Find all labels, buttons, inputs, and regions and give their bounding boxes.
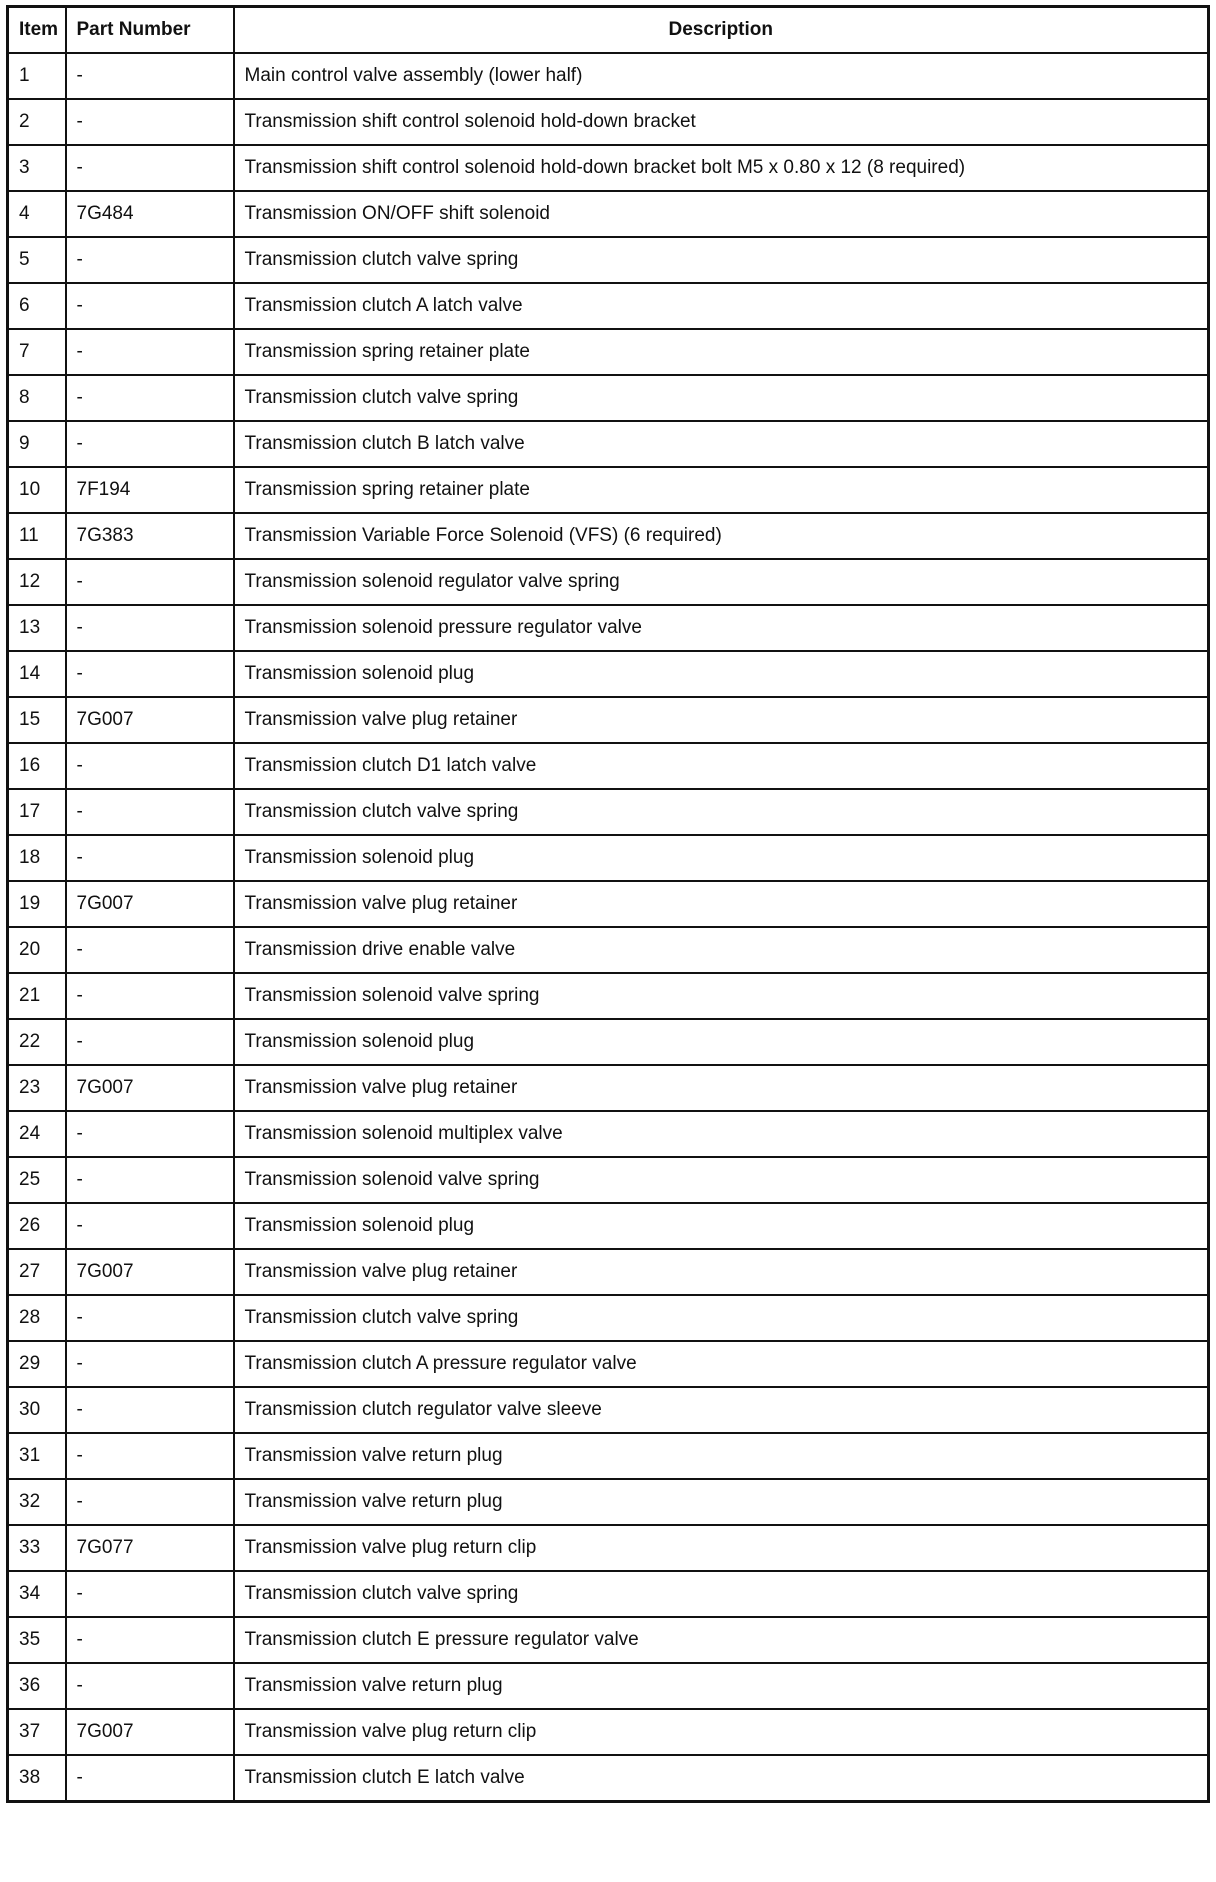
table-row xyxy=(8,927,1209,973)
table-row xyxy=(8,1387,1209,1433)
description-cell: Transmission Variable Force Solenoid (VFS) (6 required) xyxy=(234,513,1209,559)
item-cell: 34 xyxy=(8,1571,66,1617)
part-number-cell: - xyxy=(66,53,234,99)
description-cell: Transmission solenoid plug xyxy=(234,1203,1209,1249)
description-cell: Transmission valve plug retainer xyxy=(234,1065,1209,1111)
description-cell: Main control valve assembly (lower half) xyxy=(234,53,1209,99)
description-cell: Transmission clutch E pressure regulator valve xyxy=(234,1617,1209,1663)
item-cell: 17 xyxy=(8,789,66,835)
parts-table xyxy=(6,5,1210,1803)
item-cell: 16 xyxy=(8,743,66,789)
description-cell: Transmission solenoid multiplex valve xyxy=(234,1111,1209,1157)
description-cell: Transmission clutch valve spring xyxy=(234,789,1209,835)
part-number-cell: - xyxy=(66,1755,234,1802)
description-cell: Transmission clutch D1 latch valve xyxy=(234,743,1209,789)
description-cell: Transmission clutch valve spring xyxy=(234,375,1209,421)
column-header-item: Item xyxy=(8,7,66,54)
table-row xyxy=(8,53,1209,99)
description-cell: Transmission shift control solenoid hold-down bracket xyxy=(234,99,1209,145)
item-cell: 1 xyxy=(8,53,66,99)
table-row xyxy=(8,1249,1209,1295)
table-row xyxy=(8,1525,1209,1571)
table-row xyxy=(8,789,1209,835)
item-cell: 10 xyxy=(8,467,66,513)
item-cell: 28 xyxy=(8,1295,66,1341)
item-cell: 24 xyxy=(8,1111,66,1157)
part-number-cell: - xyxy=(66,1571,234,1617)
part-number-cell: 7G077 xyxy=(66,1525,234,1571)
table-row xyxy=(8,1065,1209,1111)
item-cell: 37 xyxy=(8,1709,66,1755)
part-number-cell: 7G484 xyxy=(66,191,234,237)
part-number-cell: 7F194 xyxy=(66,467,234,513)
item-cell: 18 xyxy=(8,835,66,881)
part-number-cell: 7G007 xyxy=(66,881,234,927)
item-cell: 20 xyxy=(8,927,66,973)
table-row xyxy=(8,651,1209,697)
description-cell: Transmission clutch E latch valve xyxy=(234,1755,1209,1802)
table-row xyxy=(8,237,1209,283)
description-cell: Transmission valve plug return clip xyxy=(234,1525,1209,1571)
header-row xyxy=(8,7,1209,54)
item-cell: 23 xyxy=(8,1065,66,1111)
description-cell: Transmission valve plug retainer xyxy=(234,1249,1209,1295)
column-header-part-number: Part Number xyxy=(66,7,234,54)
item-cell: 29 xyxy=(8,1341,66,1387)
part-number-cell: - xyxy=(66,1295,234,1341)
item-cell: 21 xyxy=(8,973,66,1019)
part-number-cell: - xyxy=(66,1617,234,1663)
part-number-cell: - xyxy=(66,1341,234,1387)
part-number-cell: - xyxy=(66,789,234,835)
table-row xyxy=(8,973,1209,1019)
table-row xyxy=(8,605,1209,651)
description-cell: Transmission ON/OFF shift solenoid xyxy=(234,191,1209,237)
item-cell: 2 xyxy=(8,99,66,145)
part-number-cell: - xyxy=(66,237,234,283)
table-row xyxy=(8,513,1209,559)
table-row xyxy=(8,283,1209,329)
item-cell: 13 xyxy=(8,605,66,651)
table-row xyxy=(8,145,1209,191)
part-number-cell: - xyxy=(66,559,234,605)
description-cell: Transmission drive enable valve xyxy=(234,927,1209,973)
item-cell: 38 xyxy=(8,1755,66,1802)
item-cell: 26 xyxy=(8,1203,66,1249)
item-cell: 6 xyxy=(8,283,66,329)
description-cell: Transmission clutch A pressure regulator valve xyxy=(234,1341,1209,1387)
description-cell: Transmission clutch valve spring xyxy=(234,1295,1209,1341)
item-cell: 12 xyxy=(8,559,66,605)
part-number-cell: - xyxy=(66,651,234,697)
description-cell: Transmission valve return plug xyxy=(234,1433,1209,1479)
description-cell: Transmission solenoid plug xyxy=(234,835,1209,881)
item-cell: 25 xyxy=(8,1157,66,1203)
description-cell: Transmission clutch valve spring xyxy=(234,1571,1209,1617)
table-row xyxy=(8,375,1209,421)
part-number-cell: - xyxy=(66,329,234,375)
column-header-description: Description xyxy=(234,7,1209,54)
description-cell: Transmission valve plug retainer xyxy=(234,697,1209,743)
description-cell: Transmission valve return plug xyxy=(234,1479,1209,1525)
table-row xyxy=(8,1617,1209,1663)
table-row xyxy=(8,881,1209,927)
part-number-cell: 7G007 xyxy=(66,1249,234,1295)
part-number-cell: - xyxy=(66,1433,234,1479)
part-number-cell: - xyxy=(66,1479,234,1525)
table-row xyxy=(8,1203,1209,1249)
table-row xyxy=(8,1433,1209,1479)
table-row xyxy=(8,1157,1209,1203)
part-number-cell: 7G007 xyxy=(66,1709,234,1755)
table-row xyxy=(8,697,1209,743)
table-row xyxy=(8,467,1209,513)
table-row xyxy=(8,743,1209,789)
part-number-cell: - xyxy=(66,927,234,973)
description-cell: Transmission solenoid pressure regulator valve xyxy=(234,605,1209,651)
item-cell: 15 xyxy=(8,697,66,743)
description-cell: Transmission solenoid regulator valve spring xyxy=(234,559,1209,605)
item-cell: 8 xyxy=(8,375,66,421)
item-cell: 3 xyxy=(8,145,66,191)
item-cell: 30 xyxy=(8,1387,66,1433)
table-row xyxy=(8,1341,1209,1387)
table-row xyxy=(8,559,1209,605)
table-row xyxy=(8,1571,1209,1617)
table-row xyxy=(8,1019,1209,1065)
part-number-cell: - xyxy=(66,283,234,329)
description-cell: Transmission valve plug retainer xyxy=(234,881,1209,927)
item-cell: 14 xyxy=(8,651,66,697)
description-cell: Transmission clutch B latch valve xyxy=(234,421,1209,467)
description-cell: Transmission clutch A latch valve xyxy=(234,283,1209,329)
item-cell: 35 xyxy=(8,1617,66,1663)
item-cell: 32 xyxy=(8,1479,66,1525)
part-number-cell: - xyxy=(66,1019,234,1065)
part-number-cell: - xyxy=(66,1157,234,1203)
description-cell: Transmission valve return plug xyxy=(234,1663,1209,1709)
item-cell: 27 xyxy=(8,1249,66,1295)
table-row xyxy=(8,835,1209,881)
item-cell: 4 xyxy=(8,191,66,237)
table-row xyxy=(8,1663,1209,1709)
item-cell: 19 xyxy=(8,881,66,927)
part-number-cell: - xyxy=(66,835,234,881)
description-cell: Transmission shift control solenoid hold-down bracket bolt M5 x 0.80 x 12 (8 required) xyxy=(234,145,1209,191)
table-row xyxy=(8,1111,1209,1157)
item-cell: 22 xyxy=(8,1019,66,1065)
item-cell: 11 xyxy=(8,513,66,559)
item-cell: 31 xyxy=(8,1433,66,1479)
table-row xyxy=(8,329,1209,375)
item-cell: 7 xyxy=(8,329,66,375)
table-row xyxy=(8,421,1209,467)
table-body xyxy=(8,53,1209,1802)
description-cell: Transmission solenoid plug xyxy=(234,651,1209,697)
item-cell: 9 xyxy=(8,421,66,467)
item-cell: 36 xyxy=(8,1663,66,1709)
item-cell: 5 xyxy=(8,237,66,283)
part-number-cell: - xyxy=(66,99,234,145)
part-number-cell: - xyxy=(66,1203,234,1249)
description-cell: Transmission spring retainer plate xyxy=(234,467,1209,513)
part-number-cell: - xyxy=(66,743,234,789)
description-cell: Transmission solenoid valve spring xyxy=(234,1157,1209,1203)
description-cell: Transmission solenoid plug xyxy=(234,1019,1209,1065)
part-number-cell: - xyxy=(66,605,234,651)
description-cell: Transmission valve plug return clip xyxy=(234,1709,1209,1755)
part-number-cell: - xyxy=(66,1111,234,1157)
table-header xyxy=(8,7,1209,54)
table-row xyxy=(8,1755,1209,1802)
description-cell: Transmission clutch regulator valve sleeve xyxy=(234,1387,1209,1433)
description-cell: Transmission spring retainer plate xyxy=(234,329,1209,375)
description-cell: Transmission clutch valve spring xyxy=(234,237,1209,283)
part-number-cell: - xyxy=(66,145,234,191)
part-number-cell: 7G007 xyxy=(66,697,234,743)
part-number-cell: - xyxy=(66,375,234,421)
table-row xyxy=(8,99,1209,145)
table-row xyxy=(8,191,1209,237)
part-number-cell: 7G383 xyxy=(66,513,234,559)
description-cell: Transmission solenoid valve spring xyxy=(234,973,1209,1019)
item-cell: 33 xyxy=(8,1525,66,1571)
part-number-cell: - xyxy=(66,973,234,1019)
part-number-cell: - xyxy=(66,1387,234,1433)
table-row xyxy=(8,1295,1209,1341)
table-row xyxy=(8,1479,1209,1525)
table-row xyxy=(8,1709,1209,1755)
part-number-cell: - xyxy=(66,1663,234,1709)
part-number-cell: 7G007 xyxy=(66,1065,234,1111)
part-number-cell: - xyxy=(66,421,234,467)
